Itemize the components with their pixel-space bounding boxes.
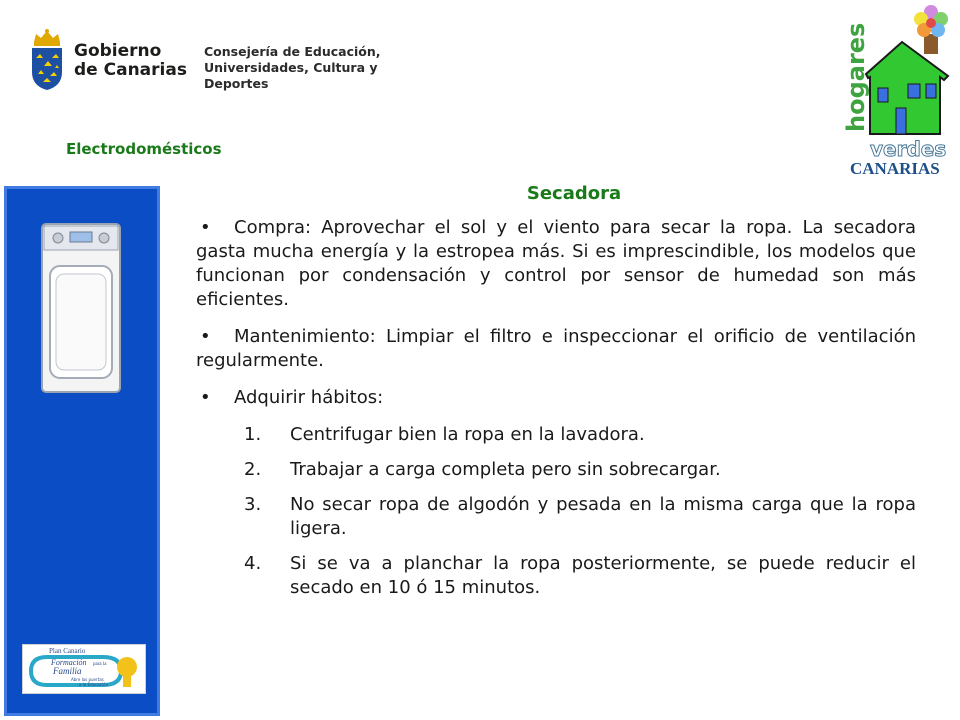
plan-logo-line1: Plan Canario <box>49 647 86 655</box>
logo-word-hogares: hogares <box>842 22 870 132</box>
list-item-number: 4. <box>244 553 262 574</box>
list-item <box>196 423 916 447</box>
plan-logo-line4: Familia <box>53 666 82 676</box>
department-name <box>204 44 426 92</box>
section-title: Electrodomésticos <box>66 140 222 158</box>
bullet-icon: • <box>200 387 211 408</box>
habits-list <box>196 423 916 600</box>
list-item-number: 2. <box>244 459 262 480</box>
bullet-icon: • <box>200 326 211 347</box>
gobierno-de-canarias-logo <box>26 28 426 98</box>
list-item <box>196 493 916 541</box>
habits-label-text: Adquirir hábitos: <box>234 387 384 408</box>
list-item-number: 3. <box>244 494 262 515</box>
department-line1: Consejería de Educación, <box>204 44 381 59</box>
hogares-verdes-logo <box>836 4 952 180</box>
paragraph-mantenimiento-text: Mantenimiento: Limpiar el filtro e inspeccionar el orificio de ventilación regularmente. <box>196 326 916 371</box>
habits-label <box>196 386 916 410</box>
logo-word-canarias: CANARIAS <box>850 159 940 178</box>
plan-canario-logo <box>22 644 146 694</box>
plan-logo-line5: Abre las puertas <box>71 677 104 682</box>
list-item <box>196 458 916 482</box>
list-item-text: Trabajar a carga completa pero sin sobrecargar. <box>290 459 721 480</box>
bullet-icon: • <box>200 217 211 238</box>
list-item-text: Centrifugar bien la ropa en la lavadora. <box>290 424 645 445</box>
slide-content <box>196 182 916 611</box>
org-name <box>74 42 187 80</box>
coat-of-arms-icon <box>26 28 68 92</box>
logo-word-verdes: verdes <box>870 137 947 161</box>
plan-logo-line6: a la Educación <box>79 682 109 687</box>
list-item-text: No secar ropa de algodón y pesada en la misma carga que la ropa ligera. <box>290 494 916 539</box>
paragraph-compra <box>196 216 916 312</box>
department-line2: Universidades, Cultura y Deportes <box>204 60 378 91</box>
list-item-number: 1. <box>244 424 262 445</box>
paragraph-compra-text: Compra: Aprovechar el sol y el viento para secar la ropa. La secadora gasta mucha energía y la estropea más. Si es imprescindible, los modelos que funcionan por condensación y control por sensor de humedad son más eficientes. <box>196 217 916 310</box>
plan-logo-line3: para la <box>93 662 107 667</box>
plan-logo-line2: Formación <box>51 658 87 667</box>
paragraph-mantenimiento <box>196 325 916 373</box>
list-item-text: Si se va a planchar la ropa posteriormente, se puede reducir el secado en 10 ó 15 minutos. <box>290 553 916 598</box>
dryer-icon <box>40 222 122 394</box>
org-name-line2: de Canarias <box>74 60 187 80</box>
org-name-line1: Gobierno <box>74 41 162 61</box>
house-icon <box>866 42 948 134</box>
slide-heading: Secadora <box>526 183 622 204</box>
list-item <box>196 552 916 600</box>
flower-icon <box>914 5 948 54</box>
